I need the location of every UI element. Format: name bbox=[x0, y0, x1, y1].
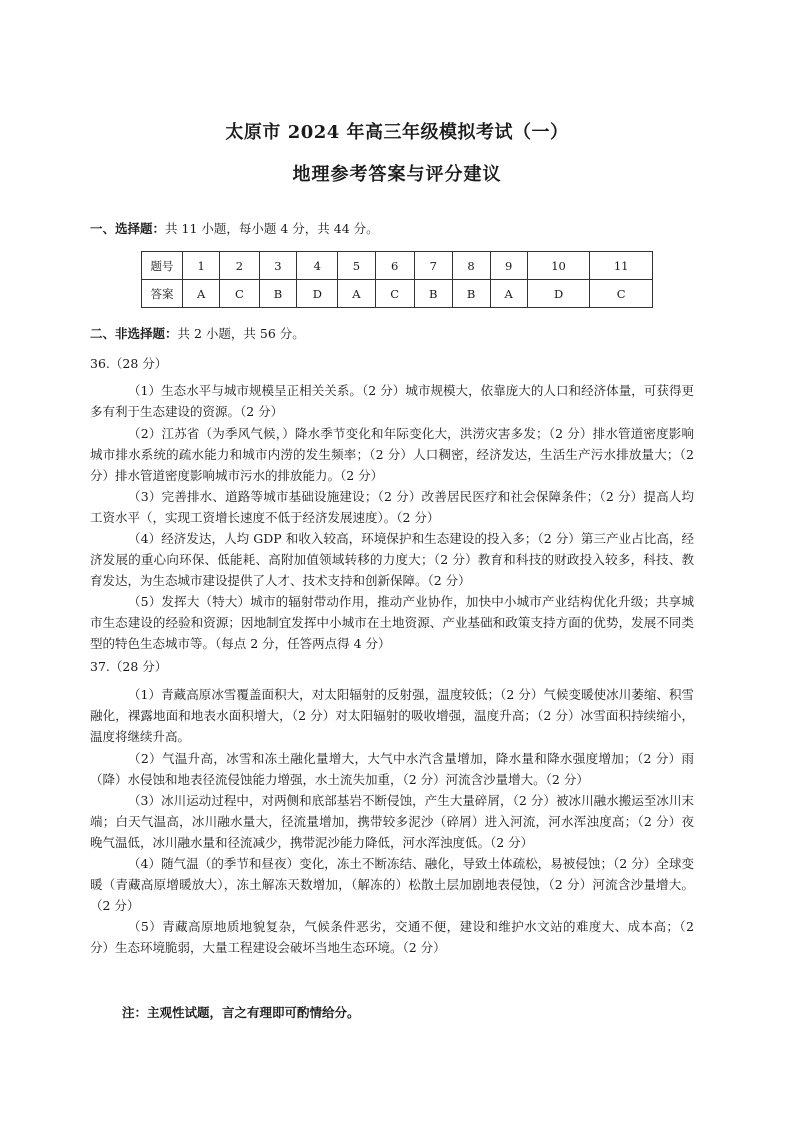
table-cell-number: 8 bbox=[452, 252, 490, 280]
table-cell-number: 5 bbox=[338, 252, 375, 280]
table-cell-number: 6 bbox=[375, 252, 414, 280]
table-cell-answer: A bbox=[183, 280, 220, 308]
table-row-numbers bbox=[142, 252, 653, 280]
exam-title: 太原市 2024 年高三年级模拟考试（一） bbox=[225, 122, 569, 143]
table-cell-number: 7 bbox=[414, 252, 452, 280]
grading-note: 注：主观性试题，言之有理即可酌情给分。 bbox=[122, 1005, 360, 1020]
table-cell-answer: A bbox=[338, 280, 375, 308]
table-header-number: 题号 bbox=[142, 252, 183, 280]
q36-answer-5: （5）发挥大（特大）城市的辐射带动作用，推动产业协作，加快中小城市产业结构优化升级；共享城市生态建设的经验和资源；因地制宜发挥中小城市在土地资源、产业基础和政策支持方面的优势，发展不同类型的特色生态城市等。（每点 2 分，任答两点得 4 分） bbox=[90, 594, 694, 652]
table-cell-answer: C bbox=[220, 280, 259, 308]
table-cell-number: 10 bbox=[527, 252, 590, 280]
section2-heading: 二、非选择题： bbox=[90, 326, 178, 341]
document-subtitle: 地理参考答案与评分建议 bbox=[292, 164, 502, 185]
section1-heading: 一、选择题： bbox=[90, 221, 166, 236]
section2-heading-line bbox=[90, 326, 305, 342]
table-cell-number: 2 bbox=[220, 252, 259, 280]
q36-answer-2: （2）江苏省（为季风气候，）降水季节变化和年际变化大，洪涝灾害多发；（2 分）排水管道密度影响城市排水系统的疏水能力和城市内涝的发生频率；（2 分）人口稠密，经济发达，生活生产污水排放量大；（2 分）排水管道密度影响城市污水的排放能力。（2 分） bbox=[90, 426, 694, 484]
table-cell-number: 11 bbox=[590, 252, 653, 280]
section1-heading-line bbox=[90, 221, 379, 237]
q36-answer-1: （1）生态水平与城市规模呈正相关关系。（2 分）城市规模大，依靠庞大的人口和经济体量，可获得更多有利于生态建设的资源。（2 分） bbox=[90, 383, 694, 420]
q37-answer-5: （5）青藏高原地质地貌复杂，气候条件恶劣，交通不便，建设和维护水文站的难度大、成本高；（2 分）生态环境脆弱，大量工程建设会破坏当地生态环境。（2 分） bbox=[90, 919, 694, 956]
q37-label: 37.（28 分） bbox=[90, 659, 168, 674]
table-cell-answer: B bbox=[452, 280, 490, 308]
table-cell-number: 9 bbox=[490, 252, 527, 280]
answer-table bbox=[141, 251, 653, 308]
table-cell-answer: C bbox=[375, 280, 414, 308]
table-header-answer: 答案 bbox=[142, 280, 183, 308]
section1-desc: 共 11 小题，每小题 4 分，共 44 分。 bbox=[165, 221, 379, 236]
q36-answer-3: （3）完善排水、道路等城市基础设施建设；（2 分）改善居民医疗和社会保障条件；（2 分）提高人均工资水平（，实现工资增长速度不低于经济发展速度）。（2 分） bbox=[90, 489, 694, 526]
q37-answer-1: （1）青藏高原冰雪覆盖面积大，对太阳辐射的反射强，温度较低；（2 分）气候变暖使冰川萎缩、积雪融化，裸露地面和地表水面积增大，（2 分）对太阳辐射的吸收增强，温度升高；（2 分）冰雪面积持续缩小，温度将继续升高。 bbox=[90, 687, 694, 745]
table-row-answers bbox=[142, 280, 653, 308]
section2-desc: 共 2 小题，共 56 分。 bbox=[177, 326, 305, 341]
table-cell-answer: B bbox=[259, 280, 297, 308]
table-cell-answer: D bbox=[527, 280, 590, 308]
q36-label: 36.（28 分） bbox=[90, 356, 168, 371]
table-cell-number: 4 bbox=[297, 252, 338, 280]
q37-answer-3: （3）冰川运动过程中，对两侧和底部基岩不断侵蚀，产生大量碎屑，（2 分）被冰川融水搬运至冰川末端；白天气温高，冰川融水量大，径流量增加，携带较多泥沙（碎屑）进入河流，河水浑浊度高；（2 分）夜晚气温低，冰川融水量和径流减少，携带泥沙能力降低，河水浑浊度低。（2 分） bbox=[90, 793, 694, 851]
table-cell-answer: C bbox=[590, 280, 653, 308]
table-cell-answer: D bbox=[297, 280, 338, 308]
table-cell-number: 1 bbox=[183, 252, 220, 280]
table-cell-answer: B bbox=[414, 280, 452, 308]
table-cell-number: 3 bbox=[259, 252, 297, 280]
q36-answer-4: （4）经济发达，人均 GDP 和收入较高，环境保护和生态建设的投入多；（2 分）第三产业占比高，经济发展的重心向环保、低能耗、高附加值领域转移的力度大；（2 分）教育和科技的财政投入较多，科技、教育发达，为生态城市建设提供了人才、技术支持和创新保障。（2 分） bbox=[90, 531, 694, 589]
q37-answer-2: （2）气温升高，冰雪和冻土融化量增大，大气中水汽含量增加，降水量和降水强度增加；（2 分）雨（降）水侵蚀和地表径流侵蚀能力增强，水土流失加重，（2 分）河流含沙量增大。（2 分） bbox=[90, 751, 694, 788]
table-cell-answer: A bbox=[490, 280, 527, 308]
q37-answer-4: （4）随气温（的季节和昼夜）变化，冻土不断冻结、融化，导致土体疏松，易被侵蚀；（2 分）全球变暖（青藏高原增暖放大），冻土解冻天数增加，（解冻的）松散土层加剧地表侵蚀，（2 分）河流含沙量增大。（2 分） bbox=[90, 856, 694, 914]
